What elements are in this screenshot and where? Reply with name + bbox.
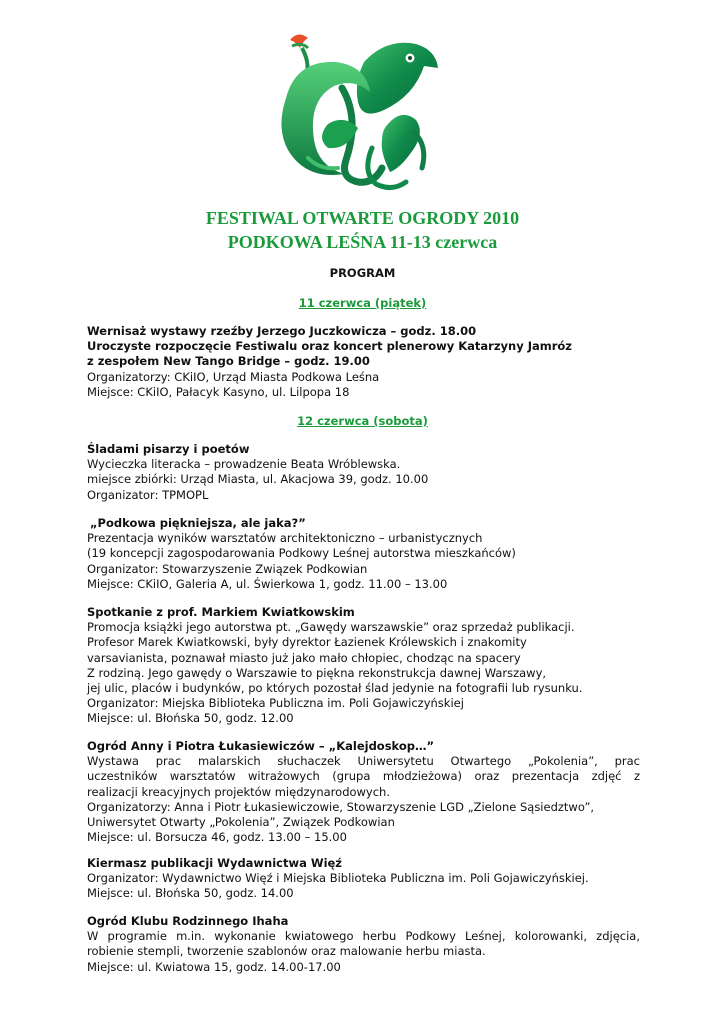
event-line: Organizator: TPMOPL: [87, 487, 209, 502]
event-podkowa: [87, 516, 640, 592]
event-line: Miejsce: ul. Błońska 50, godz. 12.00: [87, 711, 294, 726]
event-line: Organizator: Miejska Biblioteka Publiczna im. Poli Gojawiczyńskiej: [87, 696, 464, 711]
event-line: Miejsce: ul. Borsucza 46, godz. 13.00 – 15.00: [87, 830, 347, 845]
event-kalejdoskop: [87, 739, 640, 845]
event-organizers: Organizatorzy: CKiIO, Urząd Miasta Podkowa Leśna: [87, 369, 380, 384]
event-title: Wernisaż wystawy rzeźby Jerzego Juczkowicza – godz. 18.00: [87, 324, 477, 338]
event-literary-walk: [87, 442, 640, 503]
event-line: Organizatorzy: Anna i Piotr Łukasiewiczowie, Stowarzyszenie LGD „Zielone Sąsiedztwo”,: [87, 799, 595, 814]
festival-logo: [268, 28, 446, 198]
event-line: Promocja książki jego autorstwa pt. „Gawędy warszawskie” oraz sprzedaż publikacji.: [87, 620, 575, 635]
event-title: Ogród Klubu Rodzinnego Ihaha: [87, 914, 289, 928]
event-line: Miejsce: ul. Kwiatowa 15, godz. 14.00-17.00: [87, 959, 341, 974]
event-line: realizacji kreacyjnych projektów międzynarodowych.: [87, 784, 391, 799]
event-vernissage: [87, 324, 640, 400]
event-line: W programie m.in. wykonanie kwiatowego herbu Podkowy Leśnej, kolorowanki, zdjęcia,: [87, 929, 640, 944]
event-line: Prezentacja wyników warsztatów architektoniczno – urbanistycznych: [87, 531, 483, 546]
event-ihaha: [87, 914, 640, 975]
day-heading-11: 11 czerwca (piątek): [298, 296, 427, 310]
event-line: varsavianista, poznawał miasto już jako mało chłopiec, chodząc na spacery: [87, 650, 521, 665]
festival-subtitle: PODKOWA LEŚNA 11-13 czerwca: [227, 232, 498, 252]
day-heading-12: 12 czerwca (sobota): [297, 414, 428, 428]
event-line: (19 koncepcji zagospodarowania Podkowy Leśnej autorstwa mieszkańców): [87, 546, 516, 561]
event-line: Uniwersytet Otwarty „Pokolenia”, Związek Podkowian: [87, 815, 395, 830]
event-line: Miejsce: CKiIO, Galeria A, ul. Świerkowa 1, godz. 11.00 – 13.00: [87, 576, 448, 591]
event-line: Profesor Marek Kwiatkowski, były dyrektor Łazienek Królewskich i znakomity: [87, 635, 527, 650]
event-title: „Podkowa piękniejsza, ale jaka?”: [90, 516, 306, 530]
event-line: miejsce zbiórki: Urząd Miasta, ul. Akacjowa 39, godz. 10.00: [87, 472, 429, 487]
event-line: Organizator: Wydawnictwo Więź i Miejska Biblioteka Publiczna im. Poli Gojawiczyńskiej.: [87, 871, 589, 886]
event-line: Organizator: Stowarzyszenie Związek Podkowian: [87, 561, 368, 576]
festival-title: FESTIWAL OTWARTE OGRODY 2010: [205, 208, 520, 228]
event-title: Uroczyste rozpoczęcie Festiwalu oraz koncert plenerowy Katarzyny Jamróz: [87, 339, 572, 354]
program-heading: PROGRAM: [329, 266, 396, 280]
event-title: Spotkanie z prof. Markiem Kwiatkowskim: [87, 605, 355, 619]
event-line: Miejsce: ul. Błońska 50, godz. 14.00: [87, 886, 294, 901]
event-place: Miejsce: CKiIO, Pałacyk Kasyno, ul. Lilpopa 18: [87, 384, 350, 399]
event-title: Śladami pisarzy i poetów: [87, 442, 250, 456]
event-line: Wystawa prac malarskich słuchaczek Uniwersytetu Otwartego „Pokolenia”, prac: [87, 754, 640, 769]
festival-bird-logo-icon: [268, 28, 446, 198]
event-line: Wycieczka literacka – prowadzenie Beata Wróblewska.: [87, 457, 401, 472]
event-line: robienie stempli, tworzenie szablonów oraz malowanie herbu miasta.: [87, 944, 486, 959]
event-wiez-fair: [87, 856, 640, 902]
event-title: z zespołem New Tango Bridge – godz. 19.00: [87, 354, 370, 369]
event-title: Ogród Anny i Piotra Łukasiewiczów – „Kalejdoskop…”: [87, 739, 435, 753]
event-line: uczestników warsztatów witrażowych (grupa młodzieżowa) oraz prezentacja zdjęć z: [87, 769, 640, 784]
event-kwiatkowski: [87, 605, 640, 727]
event-line: jej ulic, placów i budynków, po których pozostał ślad jedynie na fotografii lub rysunku.: [87, 681, 583, 696]
event-line: Z rodziną. Jego gawędy o Warszawie to piękna rekonstrukcja dawnej Warszawy,: [87, 665, 547, 680]
event-title: Kiermasz publikacji Wydawnictwa Więź: [87, 856, 343, 870]
